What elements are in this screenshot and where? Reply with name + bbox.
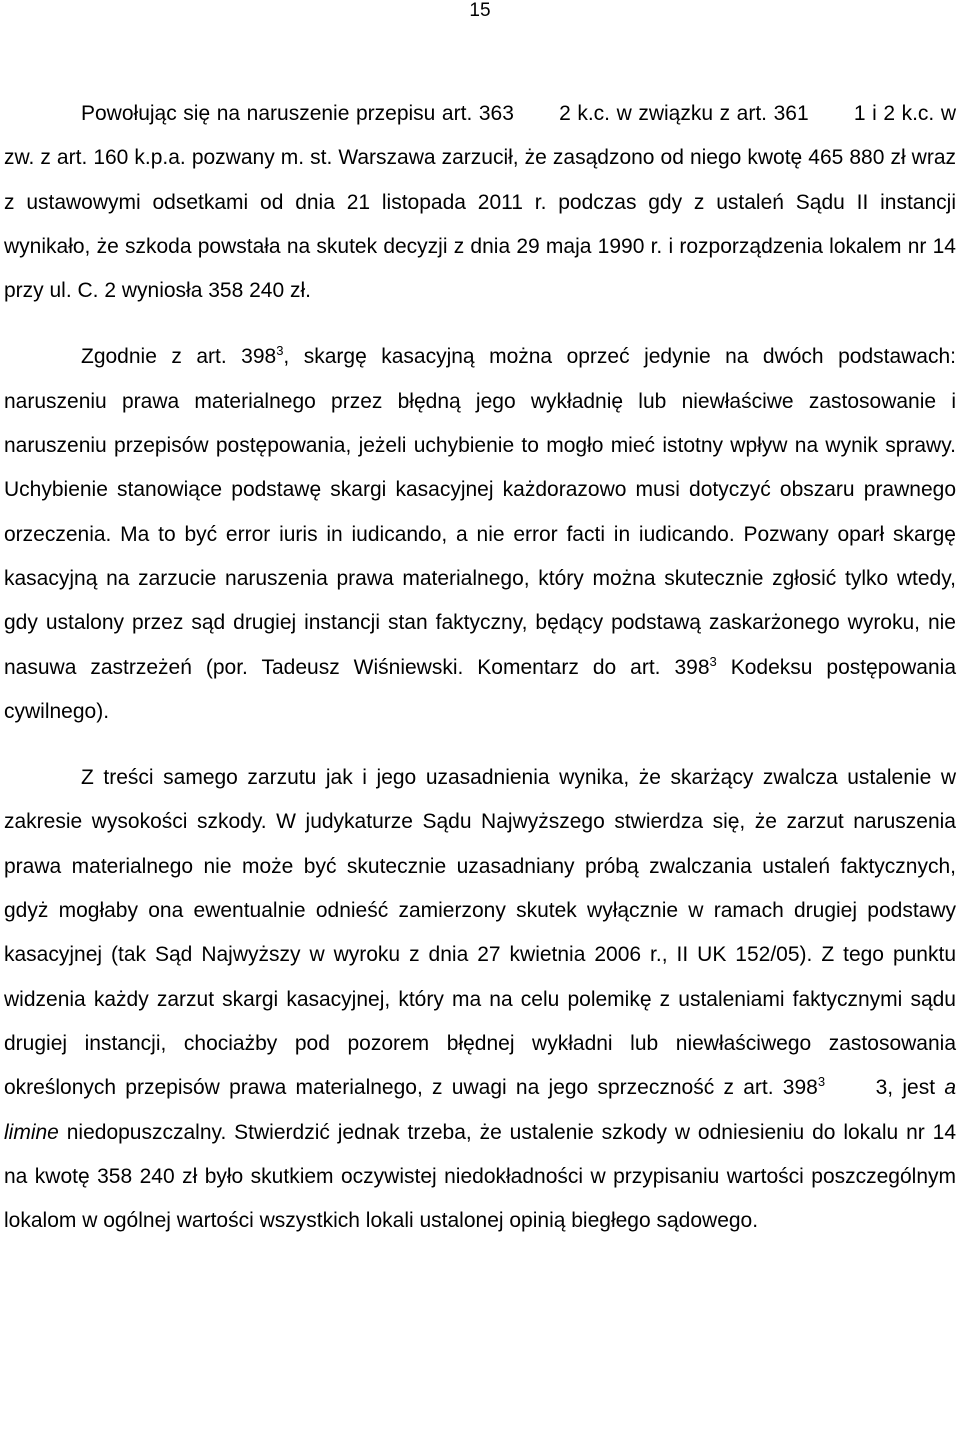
paragraph-2: [4, 335, 956, 734]
paragraph-2-text-c: Kodeksu postępowania cywilnego).: [4, 655, 956, 723]
latin-phrase: a limine: [4, 1076, 956, 1144]
superscript: 3: [276, 343, 284, 359]
paragraph-3-text-c: niedopuszczalny. Stwierdzić jednak trzeba, że ustalenie szkody w odniesieniu do lokalu nr 14 na kwotę 358 240 zł było skutkiem oczywistej niedokładności w przypisaniu wartości poszczególnym lokalom w ogólnej wartości wszystkich lokali ustalonej opinią biegłego sądowego.: [4, 1120, 956, 1233]
paragraph-3: [4, 756, 956, 1243]
paragraph-2-text-a: Zgodnie z art. 398: [81, 345, 277, 369]
paragraph-2-text-b: , skargę kasacyjną można oprzeć jedynie na dwóch podstawach: naruszeniu prawa materialnego przez błędną jego wykładnię lub niewłaściwe zastosowanie i naruszeniu przepisów postępowania, jeżeli uchybienie to mogło mieć istotny wpływ na wynik sprawy. Uchybienie stanowiące podstawę skargi kasacyjnej każdorazowo musi dotyczyć obszaru prawnego orzeczenia. Ma to być error iuris in iudicando, a nie error facti in iudicando. Pozwany oparł skargę kasacyjną na zarzucie naruszenia prawa materialnego, który można skutecznie zgłosić tylko wtedy, gdy ustalony przez sąd drugiej instancji stan faktyczny, będący podstawą zaskarżonego wyroku, nie nasuwa zastrzeżeń (por. Tadeusz Wiśniewski. Komentarz do art. 398: [4, 345, 956, 679]
paragraph-1-text-a: Powołując się na naruszenie przepisu art. 363: [81, 102, 514, 125]
paragraph-3-text-a: Z treści samego zarzutu jak i jego uzasadnienia wynika, że skarżący zwalcza ustalenie w zakresie wysokości szkody. W judykaturze Sądu Najwyższego stwierdza się, że zarzut naruszenia prawa materialnego nie może być skutecznie uzasadniany próbą zwalczania ustaleń faktycznych, gdyż mogłaby ona ewentualnie odnieść zamierzony skutek wyłącznie w ramach drugiej podstawy kasacyjnej (tak Sąd Najwyższy w wyroku z dnia 27 kwietnia 2006 r., II UK 152/05). Z tego punktu widzenia każdy zarzut skargi kasacyjnej, który ma na celu polemikę z ustaleniami faktycznymi sądu drugiej instancji, chociażby pod pozorem błędnej wykładni lub niewłaściwego zastosowania określonych przepisów prawa materialnego, z uwagi na jego sprzeczność z art. 398: [4, 766, 956, 1100]
superscript: 3: [709, 653, 717, 669]
paragraph-1: [4, 92, 956, 313]
superscript: 3: [817, 1074, 826, 1090]
paragraph-1-text-b: 2 k.c. w związku z art. 361: [559, 102, 809, 125]
paragraph-1-text-c: 1 i 2 k.c. w zw. z art. 160 k.p.a. pozwany m. st. Warszawa zarzucił, że zasądzono od niego kwotę 465 880 zł wraz z ustawowymi odsetkami od dnia 21 listopada 2011 r. podczas gdy z ustaleń Sądu II instancji wynikało, że szkoda powstała na skutek decyzji z dnia 29 maja 1990 r. i rozporządzenia lokalem nr 14 przy ul. C. 2 wyniosła 358 240 zł.: [4, 102, 957, 303]
document-body: [4, 92, 956, 1243]
paragraph-3-text-b: 3, jest: [875, 1076, 945, 1100]
page-number: 15: [469, 0, 491, 21]
